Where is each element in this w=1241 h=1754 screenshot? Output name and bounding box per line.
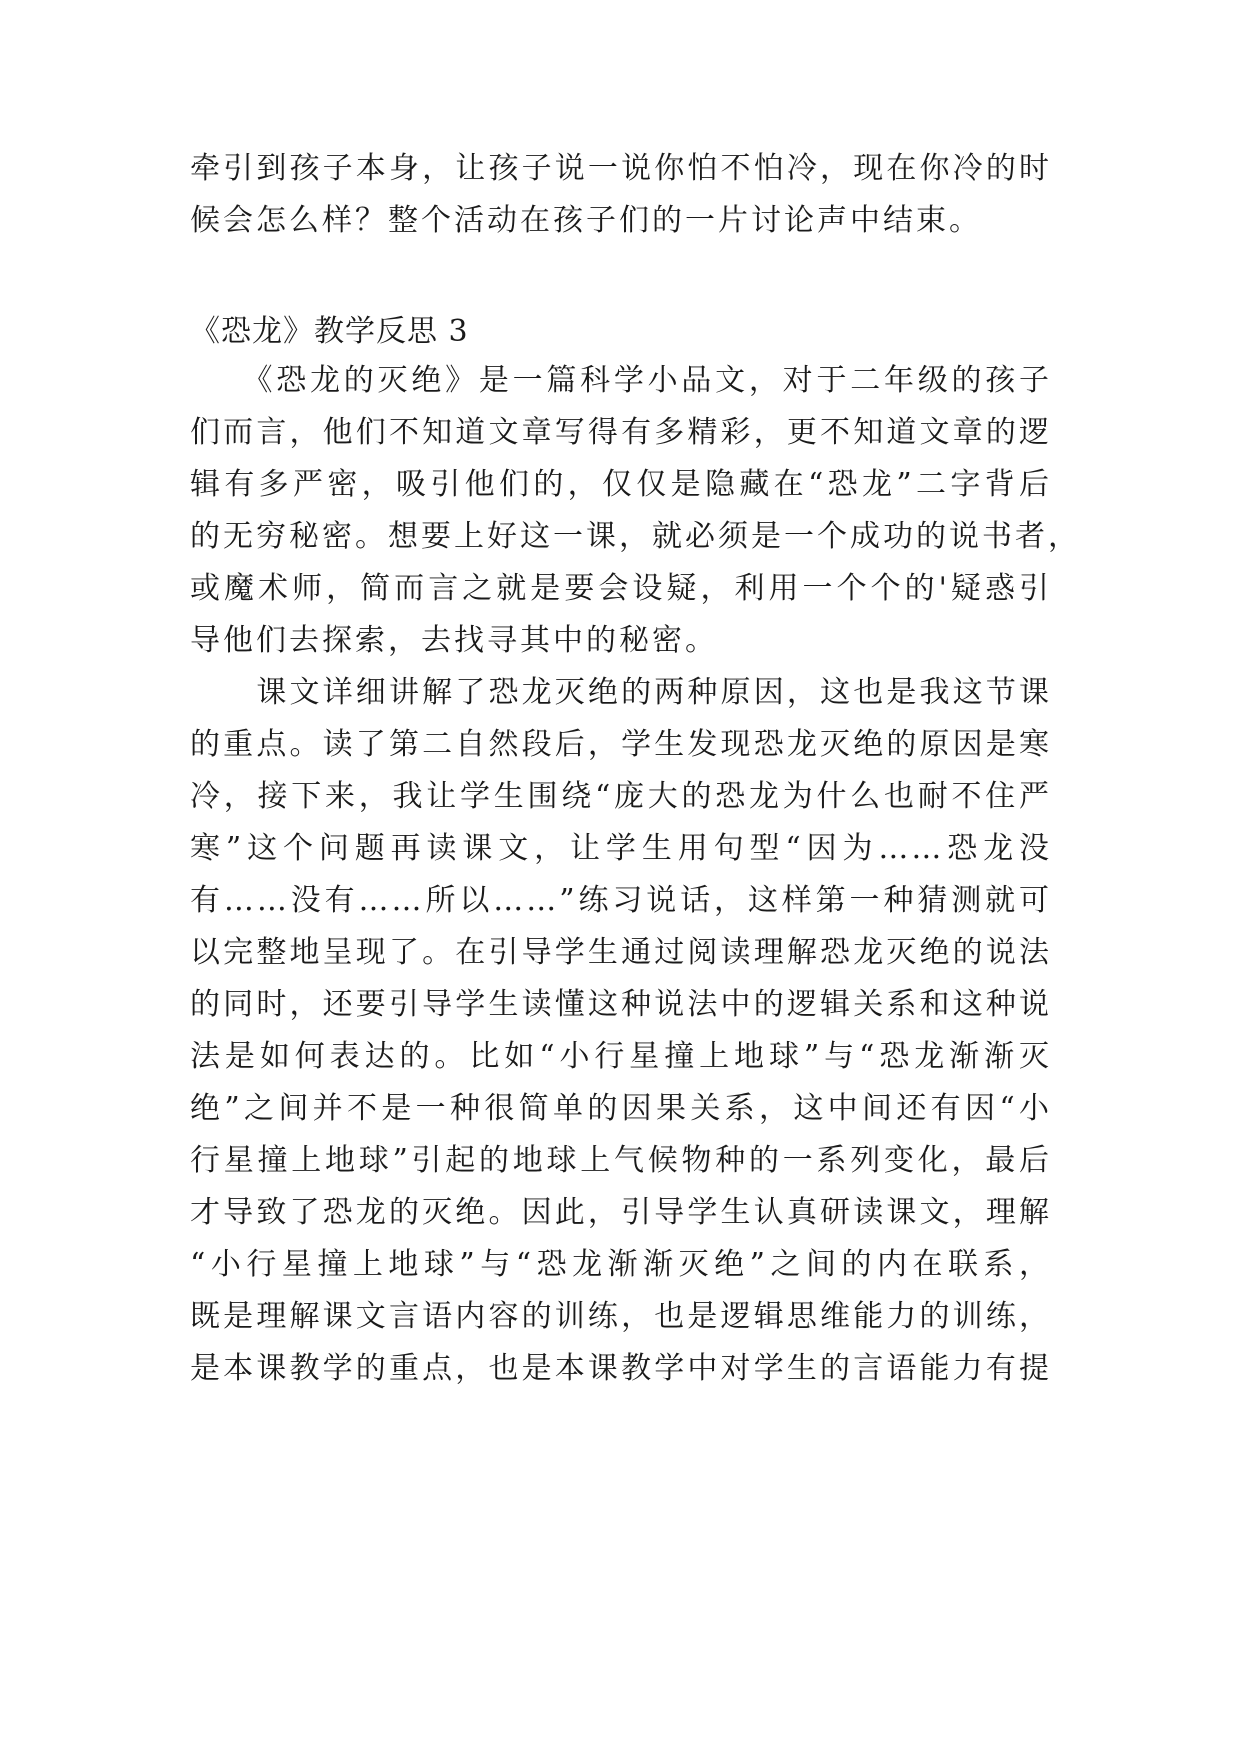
text-line: 的同时，还要引导学生读懂这种说法中的逻辑关系和这种说 (190, 987, 1052, 1022)
text-line: 《恐龙的灭绝》是一篇科学小品文，对于二年级的孩子 (190, 363, 1052, 398)
text-line: 是本课教学的重点，也是本课教学中对学生的言语能力有提 (190, 1351, 1052, 1386)
text-line: “小行星撞上地球”与“恐龙渐渐灭绝”之间的内在联系， (190, 1247, 1052, 1282)
text-line: 辑有多严密，吸引他们的，仅仅是隐藏在“恐龙”二字背后 (190, 467, 1052, 502)
text-line: 的无穷秘密。想要上好这一课，就必须是一个成功的说书者， (190, 519, 1081, 554)
text-line: 课文详细讲解了恐龙灭绝的两种原因，这也是我这节课 (190, 675, 1052, 710)
text-line: 法是如何表达的。比如“小行星撞上地球”与“恐龙渐渐灭 (190, 1039, 1052, 1074)
text-line: 的重点。读了第二自然段后，学生发现恐龙灭绝的原因是寒 (190, 727, 1052, 762)
section-heading: 《恐龙》教学反思 3 (190, 314, 469, 349)
text-line: 候会怎么样？整个活动在孩子们的一片讨论声中结束。 (190, 203, 982, 238)
text-line: 既是理解课文言语内容的训练，也是逻辑思维能力的训练， (190, 1299, 1052, 1334)
text-line: 导他们去探索，去找寻其中的秘密。 (190, 623, 718, 658)
text-line: 以完整地呈现了。在引导学生通过阅读理解恐龙灭绝的说法 (190, 935, 1052, 970)
text-line: 行星撞上地球”引起的地球上气候物种的一系列变化，最后 (190, 1143, 1052, 1178)
text-line: 有……没有……所以……”练习说话，这样第一种猜测就可 (190, 883, 1052, 918)
text-line: 或魔术师，简而言之就是要会设疑，利用一个个的'疑惑引 (190, 571, 1052, 606)
text-line: 绝”之间并不是一种很简单的因果关系，这中间还有因“小 (190, 1091, 1052, 1126)
text-line: 们而言，他们不知道文章写得有多精彩，更不知道文章的逻 (190, 415, 1052, 450)
text-line: 冷，接下来，我让学生围绕“庞大的恐龙为什么也耐不住严 (190, 779, 1052, 814)
text-line: 寒”这个问题再读课文，让学生用句型“因为……恐龙没 (190, 831, 1052, 866)
text-line: 牵引到孩子本身，让孩子说一说你怕不怕冷，现在你冷的时 (190, 151, 1052, 186)
text-line: 才导致了恐龙的灭绝。因此，引导学生认真研读课文，理解 (190, 1195, 1052, 1230)
